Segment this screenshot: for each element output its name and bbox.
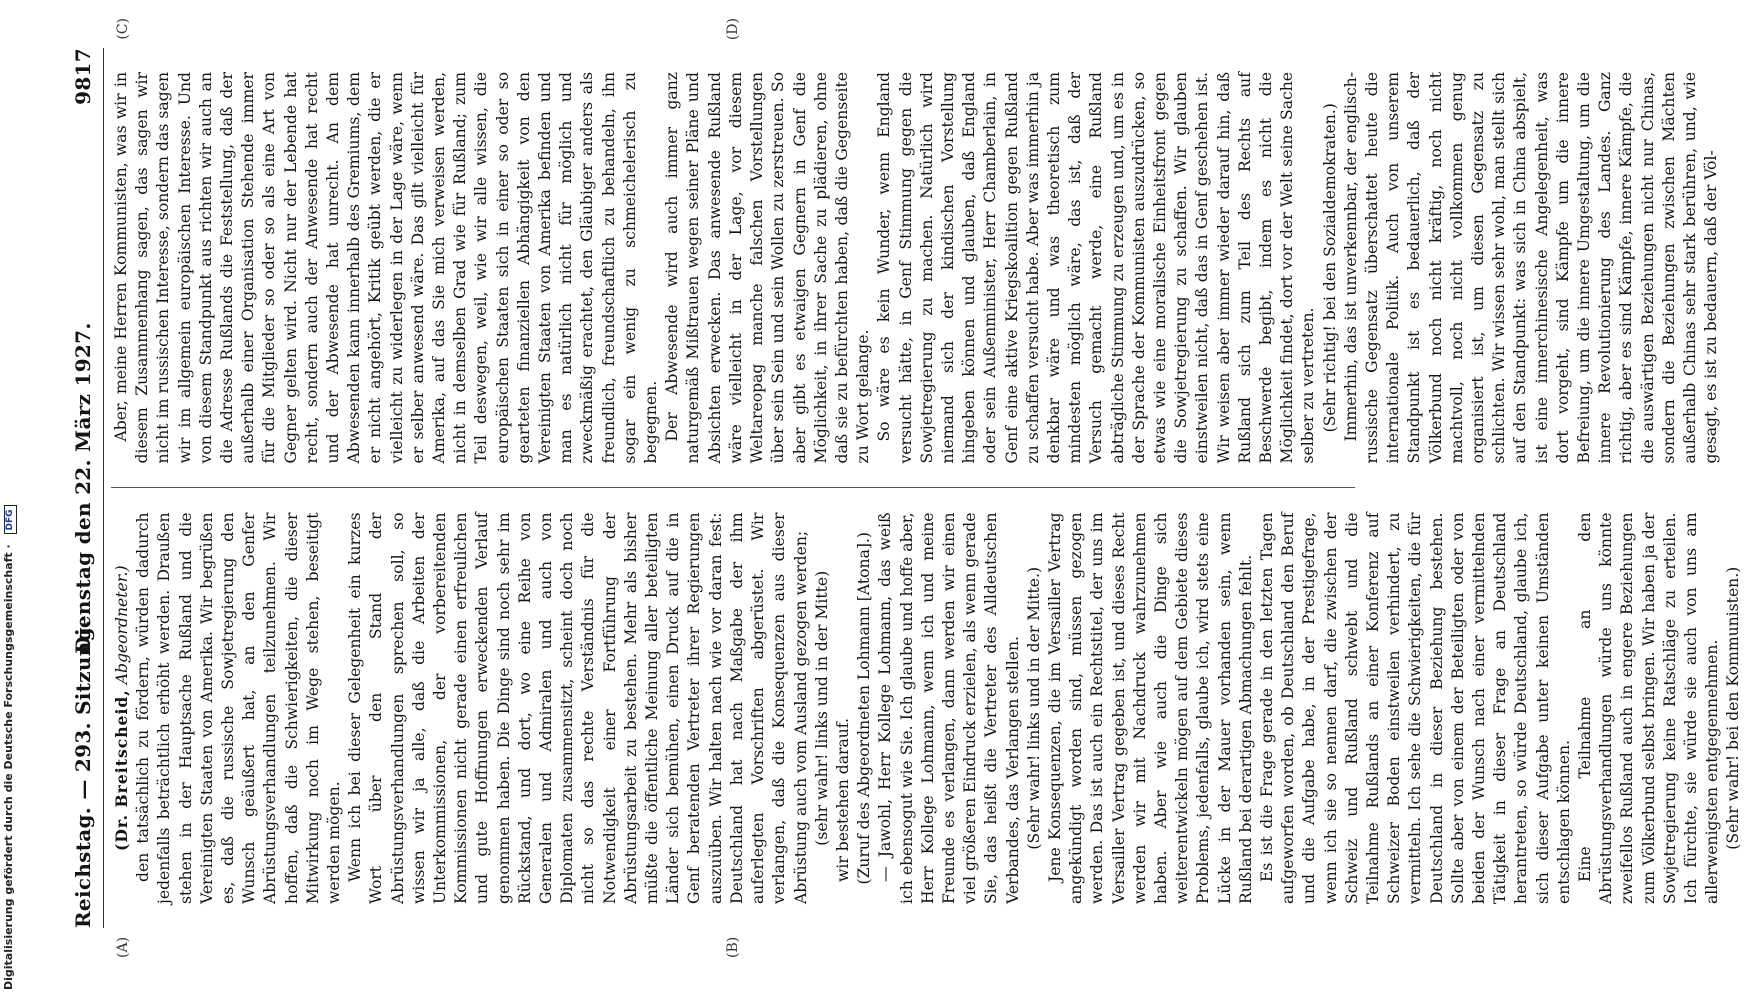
- paragraph: Aber, meine Herren Kommunisten, was wir in diesem Zusammenhang sagen, das sagen wir nicht im russischen Interesse, sondern das sagen wir im allgemein europäischen Interesse. Und von diesem Standpunkt aus richten wir auch an die Adresse Rußlands die Feststellung, daß der außerhalb einer Organisation Stehende immer für die Mitglieder so oder so als eine Art von Gegner gelten wird. Nicht nur der Lebende hat recht, sondern auch der Anwesende hat recht und der Abwesende hat unrecht. An dem Abwesenden kann innerhalb des Gremiums, dem er nicht angehört, Kritik geübt werden, die er vielleicht zu widerlegen in der Lage wäre, wenn er selber anwesend wäre. Das gilt vielleicht für Amerika, auf das Sie mich verweisen werden, nicht in demselben Grad wie für Rußland; zum Teil deswegen, weil, wie wir alle wissen, die europäischen Staaten sich in einer so oder so gearteten finanziellen Abhängigkeit von den Vereinigten Staaten von Amerika befinden und man es natürlich nicht für möglich und zweckmäßig erachtet, den Gläubiger anders als freundlich, freundschaftlich zu behandeln, ihn sogar ein wenig zu schmeichelerisch zu begegnen.: [112, 72, 661, 464]
- digitization-note: [2, 505, 17, 990]
- speaker-role: Abgeordneter.): [113, 565, 131, 685]
- paragraph: Der Abwesende wird auch immer ganz naturgemäß Mißtrauen wegen seiner Pläne und Absichten erwecken. Das anwesende Rußland wäre vielleicht in der Lage, vor diesem Weltareopag manche falschen Vorstellungen über sein Sein und sein Wollen zu zerstreuen. So aber gibt es etwaigen Gegnern in Genf die Möglichkeit, in ihrer Sache zu plädieren, ohne daß sie zu befürchten haben, daß die Gegenseite zu Wort gelange.: [663, 72, 873, 464]
- speaker-line: [111, 513, 133, 905]
- paragraph: Immerhin, das ist unverkennbar, der englisch-russische Gegensatz überschattet heute die internationale Politik. Auch von unserem Standpunkt ist es bedauerlich, daß der Völkerbund noch nicht kräftig, noch nicht machtvoll, noch nicht vollkommen genug organisiert ist, um diesen Gegensatz zu schlichten. Wir wissen sehr wohl, man stellt sich auf den Standpunkt: was sich in China abspielt, ist eine innerchinesische Angelegenheit, was dort vorgeht, sind Kämpfe um die innere Befreiung, um die innere Umgestaltung, um die innere Revolutionierung des Landes. Ganz richtig, aber es sind Kämpfe, innere Kämpfe, die die auswärtigen Beziehungen nicht nur Chinas, sondern die Beziehungen zwischen Mächten außerhalb Chinas sehr stark berühren, und, wie gesagt, es ist zu bedauern, daß der Völ-: [1341, 72, 1721, 464]
- header-session: Reichstag. — 293. Sitzung.: [71, 619, 95, 928]
- margin-letter-a: (A): [115, 936, 131, 958]
- running-header: [65, 48, 104, 928]
- paragraph: — Jawohl, Herr Kollege Lohmann, das weiß ich ebensogut wie Sie. Ich glaube und hoffe aber, Herr Kollege Lohmann, wenn ich und meine Freunde es verlangen, dann werden wir einen viel größeren Eindruck erzielen, als wenn gerade Sie, das heißt die Vertreter des Alldeutschen Verbandes, das Verlangen stellen.: [876, 512, 1022, 904]
- margin-letter-b: (B): [725, 936, 741, 958]
- paragraph: So wäre es kein Wunder, wenn England versucht hätte, in Genf Stimmung gegen die Sowjetregierung zu machen. Natürlich wird niemand sich der kindischen Vorstellung hingeben können und glauben, daß England oder sein Außenminister, Herr Chamberlain, in Genf eine aktive Kriegskoalition gegen Rußland zu schaffen versucht habe. Aber was immerhin ja denkbar wäre und was theoretisch zum mindesten möglich wäre, das ist, daß der Versuch gemacht werde, eine Rußland abträgliche Stimmung zu erzeugen und, um es in der Sprache der Kommunisten auszudrücken, so etwas wie eine moralische Einheitsfront gegen die Sowjetregierung zu schaffen. Wir glauben einstweilen nicht, daß das in Genf geschehen ist. Wir weisen aber immer wieder darauf hin, daß Rußland sich zum Teil des Rechts auf Beschwerde begibt, indem es nicht die Möglichkeit findet, dort vor der Welt seine Sache selber zu vertreten.: [875, 72, 1318, 464]
- text-columns: [111, 48, 1743, 928]
- paragraph: Es ist die Frage gerade in den letzten Tagen aufgeworfen worden, ob Deutschland den Beruf und die Aufgabe habe, in der Prestigefrage, wenn ich sie so nennen darf, die zwischen der Schweiz und Rußland schwebt und die Teilnahme Rußlands an einer Konferenz auf Schweizer Boden einstweilen verhindert, zu vermitteln. Ich sehe die Schwierigkeiten, die für Deutschland in dieser Beziehung bestehen. Sollte aber von einem der Beteiligten oder von beiden der Wunsch nach einer vermittelnden Tätigkeit in dieser Frage an Deutschland herantreten, so würde Deutschland, glaube ich, sich dieser Aufgabe unter keinen Umständen entschlagen können.: [1257, 512, 1573, 904]
- interjection: (Sehr richtig! bei den Sozialdemokraten.): [1320, 103, 1339, 433]
- printed-page: [65, 18, 1743, 958]
- interjection: (sehr wahr! links und in der Mitte): [812, 570, 831, 846]
- digitization-sidebar: [0, 0, 20, 1000]
- margin-letter-c: (C): [115, 18, 131, 40]
- left-column: [111, 488, 1743, 929]
- page-number: 9817: [71, 48, 95, 105]
- header-date: Dienstag den 22. März 1927.: [71, 322, 95, 654]
- margin-letter-d: (D): [725, 18, 741, 41]
- digitization-note-text: Digitalisierung gefördert durch die Deutsche Forschungsgemeinschaft ·: [2, 544, 15, 990]
- paragraph: wir bestehen darauf.: [833, 718, 852, 882]
- interjection: (Sehr wahr! links und in der Mitte.): [1024, 566, 1043, 850]
- paragraph: Wenn ich bei dieser Gelegenheit ein kurzes Wort über den Stand der Abrüstungsverhandlungen sprechen soll, so wissen wir ja alle, daß die Arbeiten der Unterkommissionen, der vorbereitenden Kommissionen nicht gerade einen erfreulichen und gute Hoffnungen erweckenden Verlauf genommen haben. Die Dinge sind noch sehr im Rückstand, und dort, wo eine Reihe von Generalen und Admiralen und auch von Diplomaten zusammensitzt, scheint doch noch nicht so das rechte Verständnis für die Notwendigkeit einer Fortführung der Abrüstungsarbeit zu bestehen. Mehr als bisher müßte die öffentliche Meinung aller beteiligten Länder sich bemühen, einen Druck auf die in Genf beratenden Vertreter ihrer Regierungen auszuüben. Wir halten nach wie vor daran fest: Deutschland hat nach Maßgabe der ihm auferlegten Vorschriften abgerüstet. Wir verlangen, daß die Konsequenzen aus dieser Abrüstung auch vom Ausland gezogen werden;: [346, 512, 810, 904]
- right-column: [111, 48, 1721, 488]
- interjection: (Sehr wahr! bei den Kommunisten.): [1724, 566, 1743, 850]
- paragraph: Jene Konsequenzen, die im Versailler Vertrag angekündigt worden sind, müssen gezogen werden. Das ist auch ein Rechtstitel, der uns im Versailler Vertrag gegeben ist, und dieses Recht werden wir mit Nachdruck wahrzunehmen haben. Aber wie auch die Dinge sich weiterentwickeln mögen auf dem Gebiete dieses Problems, jedenfalls, glaube ich, wird stets eine Lücke in der Mauer vorhanden sein, wenn Rußland bei derartigen Abmachungen fehlt.: [1045, 512, 1255, 904]
- paragraph: Eine Teilnahme an den Abrüstungsverhandlungen würde uns könnte zweifellos Rußland auch in engere Beziehungen zum Völkerbund selbst bringen. Wir haben ja der Sowjetregierung keine Ratschläge zu erteilen. Ich fürchte, sie würde sie auch von uns am allerwenigsten entgegennehmen.: [1576, 512, 1722, 904]
- paragraph: den tatsächlich zu fördern, würden dadurch jedenfalls beträchtlich erhöht werden. Draußen stehen in der Hauptsache Rußland und die Vereinigten Staaten von Amerika. Wir begrüßen es, daß die russische Sowjetregierung den Wunsch geäußert hat, an den Genfer Abrüstungsverhandlungen teilzunehmen. Wir hoffen, daß die Schwierigkeiten, die dieser Mitwirkung noch im Wege stehen, beseitigt werden mögen.: [134, 512, 344, 904]
- speaker-name: (Dr. Breitscheid,: [112, 689, 131, 852]
- dfg-logo: DFG: [4, 505, 17, 534]
- interjection: (Zuruf des Abgeordneten Lohmann [Atona].): [855, 532, 874, 885]
